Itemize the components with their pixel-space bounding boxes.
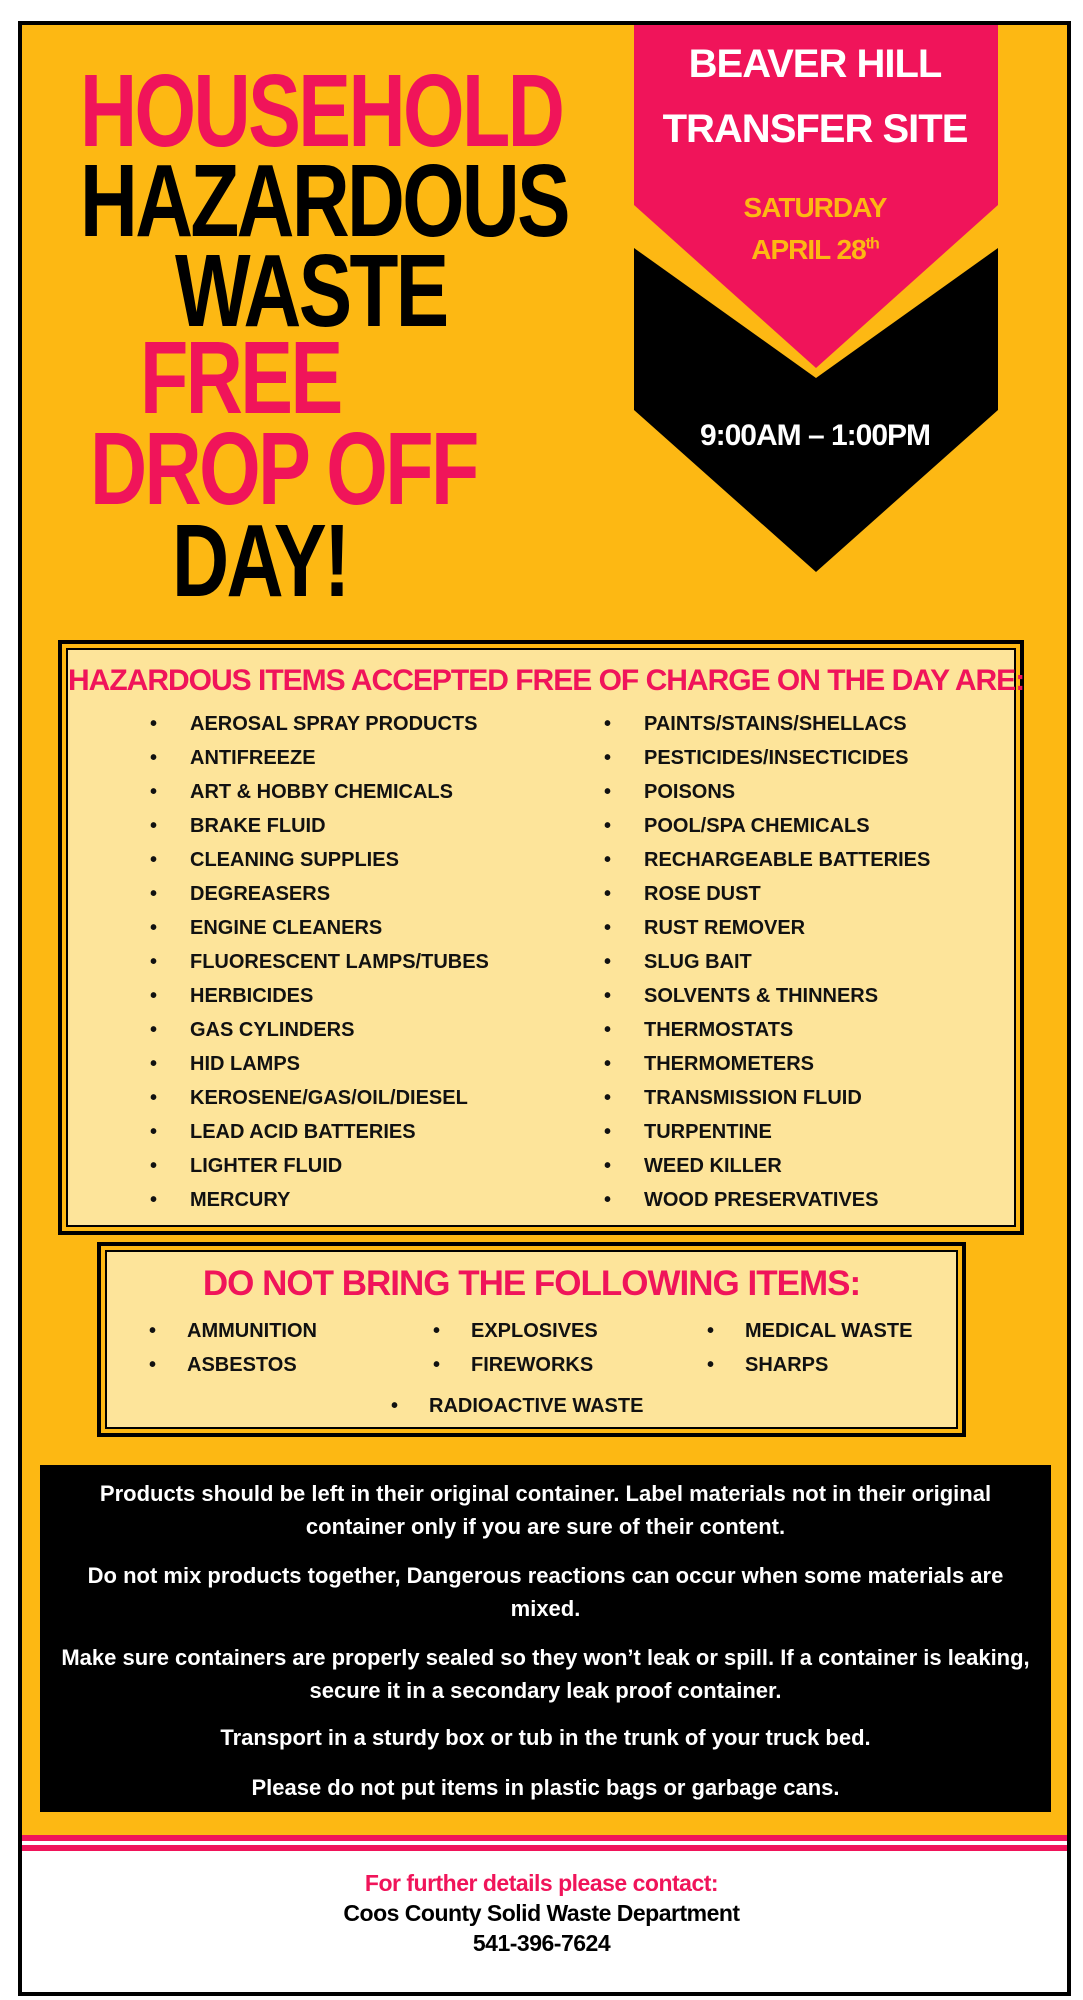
accepted-item: • THERMOSTATS [604, 1013, 930, 1047]
accepted-item: • BRAKE FLUID [150, 809, 489, 843]
title-free: FREE [140, 321, 341, 436]
instructions-box [40, 1465, 1051, 1812]
banner-location-line1: BEAVER HILL [688, 42, 942, 86]
accepted-item: • RUST REMOVER [604, 911, 930, 945]
instruction-paragraph: Please do not put items in plastic bags or garbage cans. [251, 1775, 840, 1800]
not-accepted-item: • EXPLOSIVES [433, 1320, 598, 1343]
accepted-item: • HID LAMPS [150, 1047, 489, 1081]
accepted-item: • POOL/SPA CHEMICALS [604, 809, 930, 843]
accepted-item: • RECHARGEABLE BATTERIES [604, 843, 930, 877]
accepted-item: • DEGREASERS [150, 877, 489, 911]
not-accepted-heading: DO NOT BRING THE FOLLOWING ITEMS: [202, 1264, 861, 1303]
accepted-item: • CLEANING SUPPLIES [150, 843, 489, 877]
accepted-item: • SLUG BAIT [604, 945, 930, 979]
not-accepted-panel [105, 1250, 958, 1429]
accepted-item: • WEED KILLER [604, 1149, 930, 1183]
instruction-paragraph: Products should be left in their original container. Label materials not in their original container only if you are sure of their content. [99, 1481, 992, 1539]
accepted-item: • THERMOMETERS [604, 1047, 930, 1081]
banner-chevrons [0, 0, 1083, 600]
banner-date-suffix: th [865, 235, 879, 253]
accepted-items-panel [66, 648, 1025, 1227]
accepted-item: • KEROSENE/GAS/OIL/DIESEL [150, 1081, 489, 1115]
banner-time: 9:00AM – 1:00PM [699, 419, 931, 452]
not-accepted-box [97, 1242, 966, 1437]
accepted-item: • LIGHTER FLUID [150, 1149, 489, 1183]
accepted-item: • PAINTS/STAINS/SHELLACS [604, 707, 930, 741]
pink-divider-bottom [22, 1845, 1067, 1851]
banner-location-line2: TRANSFER SITE [662, 107, 968, 151]
accepted-item: • HERBICIDES [150, 979, 489, 1013]
title-waste: WASTE [175, 234, 447, 349]
accepted-item: • FLUORESCENT LAMPS/TUBES [150, 945, 489, 979]
title-household: HOUSEHOLD [80, 54, 563, 169]
accepted-list-right [604, 707, 930, 1217]
accepted-item: • WOOD PRESERVATIVES [604, 1183, 930, 1217]
pink-divider-top [22, 1835, 1067, 1841]
instruction-paragraph: Make sure containers are properly sealed so they won’t leak or spill. If a container is leaking, secure it in a secondary leak proof container. [61, 1645, 1030, 1703]
accepted-item: • MERCURY [150, 1183, 489, 1217]
not-accepted-item: • FIREWORKS [433, 1354, 593, 1377]
accepted-items-box [58, 640, 1024, 1235]
title-day: DAY! [172, 504, 348, 619]
accepted-item: • LEAD ACID BATTERIES [150, 1115, 489, 1149]
title-drop-off: DROP OFF [90, 412, 477, 527]
accepted-item: • ROSE DUST [604, 877, 930, 911]
accepted-item: • GAS CYLINDERS [150, 1013, 489, 1047]
banner-day: SATURDAY [743, 192, 887, 223]
accepted-item: • ANTIFREEZE [150, 741, 489, 775]
accepted-item: • ENGINE CLEANERS [150, 911, 489, 945]
department-name: Coos County Solid Waste Department [343, 1900, 740, 1926]
contact-heading: For further details please contact: [364, 1870, 719, 1896]
banner-date [630, 234, 1000, 266]
banner-date-text: APRIL 28 [751, 234, 866, 265]
accepted-item: • TURPENTINE [604, 1115, 930, 1149]
not-accepted-item: • AMMUNITION [149, 1320, 317, 1343]
accepted-item: • ART & HOBBY CHEMICALS [150, 775, 489, 809]
not-accepted-item: • RADIOACTIVE WASTE [391, 1395, 643, 1418]
accepted-item: • SOLVENTS & THINNERS [604, 979, 930, 1013]
accepted-item: • AEROSAL SPRAY PRODUCTS [150, 707, 489, 741]
accepted-item: • POISONS [604, 775, 930, 809]
not-accepted-item: • ASBESTOS [149, 1354, 297, 1377]
accepted-items-heading: HAZARDOUS ITEMS ACCEPTED FREE OF CHARGE ON THE DAY ARE: [68, 664, 1025, 697]
accepted-item: • PESTICIDES/INSECTICIDES [604, 741, 930, 775]
title-hazardous: HAZARDOUS [80, 144, 568, 259]
phone-number: 541-396-7624 [472, 1930, 611, 1956]
instruction-paragraph: Transport in a sturdy box or tub in the trunk of your truck bed. [220, 1725, 871, 1750]
not-accepted-item: • MEDICAL WASTE [707, 1320, 912, 1343]
instruction-paragraph: Do not mix products together, Dangerous reactions can occur when some materials are mixed. [87, 1563, 1004, 1621]
accepted-item: • TRANSMISSION FLUID [604, 1081, 930, 1115]
accepted-list-left [150, 707, 489, 1217]
not-accepted-item: • SHARPS [707, 1354, 828, 1377]
